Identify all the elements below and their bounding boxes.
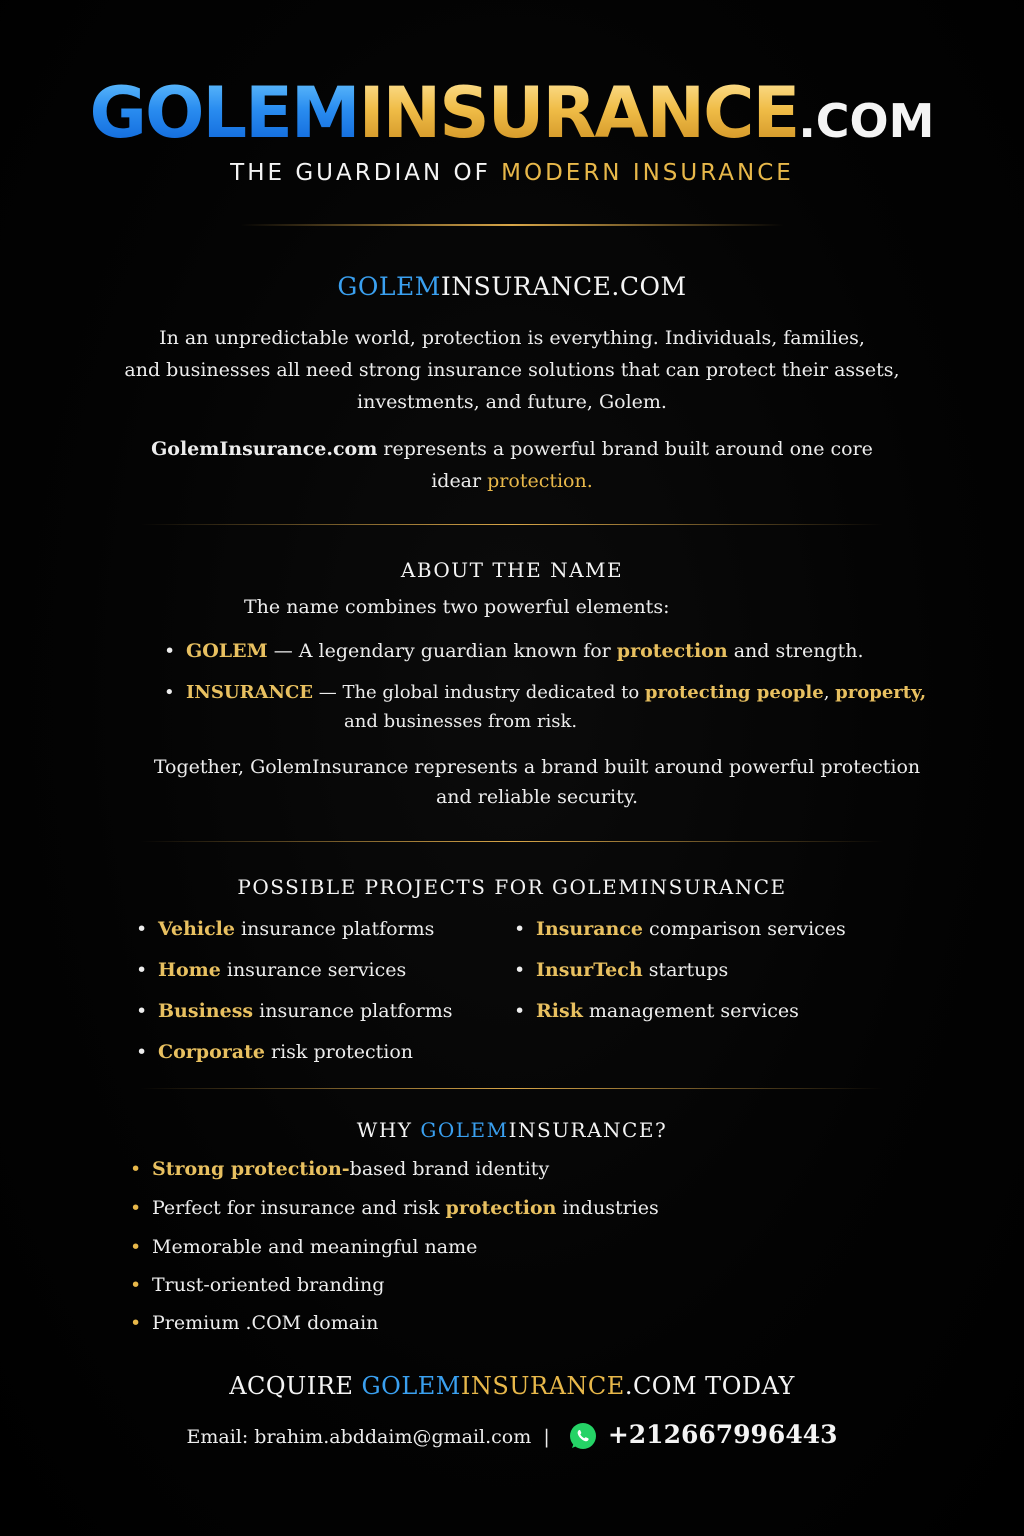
about-item-golem	[164, 640, 864, 662]
project-item	[136, 918, 434, 940]
why-item4: Trust-oriented branding	[152, 1274, 385, 1296]
why-item2-start: Perfect for insurance and risk	[152, 1197, 446, 1219]
project-key: Vehicle	[158, 918, 235, 940]
intro-para1-line2: and businesses all need strong insurance solutions that can protect their assets,	[124, 359, 900, 381]
cta-title	[0, 1372, 1024, 1400]
about-together	[25, 752, 1024, 812]
why-title-blue: GOLEM	[420, 1118, 509, 1142]
project-item	[136, 959, 406, 981]
bullet: •	[136, 1041, 148, 1063]
why-item1-key: Strong protection-	[152, 1158, 350, 1180]
why-item5: Premium .COM domain	[152, 1312, 379, 1334]
project-rest: insurance platforms	[253, 1000, 453, 1022]
cta-start: ACQUIRE	[229, 1372, 362, 1400]
about-insurance-line2: and businesses from risk.	[344, 711, 578, 732]
bullet: •	[130, 1274, 142, 1296]
intro-paragraph-1	[0, 322, 1024, 418]
why-item	[130, 1197, 659, 1219]
logo-com: .COM	[798, 94, 935, 148]
tagline	[0, 160, 1024, 186]
intro-divider	[140, 524, 884, 525]
about-insurance-text-a: — The global industry dedicated to	[313, 682, 645, 703]
why-item2-end: industries	[556, 1197, 659, 1219]
project-item	[136, 1000, 453, 1022]
bullet: •	[130, 1197, 142, 1219]
cta-blue: GOLEM	[361, 1372, 461, 1400]
contact-line	[0, 1420, 1024, 1451]
project-item	[514, 959, 728, 981]
bullet: •	[136, 918, 148, 940]
projects-divider	[140, 1088, 884, 1089]
about-title: ABOUT THE NAME	[400, 558, 624, 582]
cta-gold: INSURANCE	[460, 1372, 625, 1400]
projects-title: POSSIBLE PROJECTS FOR GOLEMINSURANCE	[237, 875, 787, 899]
project-key: Business	[158, 1000, 254, 1022]
about-intro: The name combines two powerful elements:	[244, 596, 670, 618]
project-rest: management services	[582, 1000, 799, 1022]
about-together-line1: Together, GolemInsurance represents a brand built around powerful protection	[153, 756, 921, 778]
why-item	[130, 1236, 477, 1258]
cta-end: .COM TODAY	[624, 1372, 795, 1400]
about-golem-highlight: protection	[616, 640, 728, 662]
logo-insurance: INSURANCE	[358, 72, 799, 154]
about-insurance-highlight-a: protecting people	[644, 682, 824, 703]
project-rest: risk protection	[264, 1041, 414, 1063]
bullet: •	[136, 959, 148, 981]
why-title-end: INSURANCE?	[508, 1118, 668, 1142]
project-rest: comparison services	[643, 918, 846, 940]
project-rest: insurance platforms	[235, 918, 435, 940]
bullet: •	[514, 918, 526, 940]
project-item	[514, 1000, 799, 1022]
logo-golem: GOLEM	[89, 72, 359, 154]
why-item	[130, 1158, 549, 1180]
why-item1-rest: based brand identity	[349, 1158, 550, 1180]
intro-paragraph-2	[0, 433, 1024, 497]
why-item3: Memorable and meaningful name	[152, 1236, 478, 1258]
project-rest: startups	[642, 959, 729, 981]
why-item2-key: protection	[445, 1197, 557, 1219]
about-together-line2: and reliable security.	[435, 786, 638, 808]
header-divider	[240, 224, 784, 226]
project-rest: insurance services	[220, 959, 407, 981]
bullet: •	[136, 1000, 148, 1022]
project-item	[136, 1041, 413, 1063]
about-golem-text-a: — A legendary guardian known for	[267, 640, 617, 662]
about-insurance-comma: ,	[823, 682, 836, 703]
project-key: InsurTech	[536, 959, 643, 981]
bullet: •	[514, 1000, 526, 1022]
why-title-start: WHY	[356, 1118, 421, 1142]
about-item-insurance	[164, 682, 926, 703]
intro-title-rest: INSURANCE.COM	[440, 272, 687, 301]
intro-protection-highlight: protection.	[487, 470, 593, 492]
bullet: •	[130, 1158, 142, 1180]
about-golem-key: GOLEM	[186, 640, 268, 662]
why-item	[130, 1312, 378, 1334]
intro-para1-line1: In an unpredictable world, protection is everything. Individuals, families,	[159, 327, 865, 349]
whatsapp-icon[interactable]	[568, 1421, 598, 1451]
bullet: •	[164, 640, 176, 662]
about-golem-text-b: and strength.	[727, 640, 864, 662]
intro-brand: GolemInsurance.com	[151, 438, 378, 460]
bullet: •	[514, 959, 526, 981]
email-link[interactable]: Email: brahim.abddaim@gmail.com	[186, 1426, 532, 1448]
logo	[0, 72, 1024, 154]
project-key: Home	[158, 959, 221, 981]
bullet: •	[130, 1312, 142, 1334]
intro-para2-line1: represents a powerful brand built around one core	[377, 438, 873, 460]
tagline-part2: MODERN INSURANCE	[501, 160, 794, 186]
about-insurance-key: INSURANCE	[186, 682, 313, 703]
why-item	[130, 1274, 384, 1296]
intro-title	[0, 272, 1024, 301]
intro-para2-line2: idear	[431, 470, 488, 492]
bullet: •	[164, 682, 175, 703]
intro-title-blue: GOLEM	[337, 272, 441, 301]
why-title	[0, 1118, 1024, 1142]
tagline-part1: THE GUARDIAN OF	[230, 160, 502, 186]
phone-number[interactable]: +212667996443	[607, 1420, 838, 1449]
bullet: •	[130, 1236, 142, 1258]
project-key: Corporate	[158, 1041, 265, 1063]
about-insurance-highlight-b: property,	[835, 682, 927, 703]
project-key: Insurance	[536, 918, 644, 940]
project-item	[514, 918, 846, 940]
intro-para1-line3: investments, and future, Golem.	[357, 391, 667, 413]
about-divider	[140, 841, 884, 842]
contact-separator: |	[543, 1426, 550, 1448]
project-key: Risk	[536, 1000, 583, 1022]
